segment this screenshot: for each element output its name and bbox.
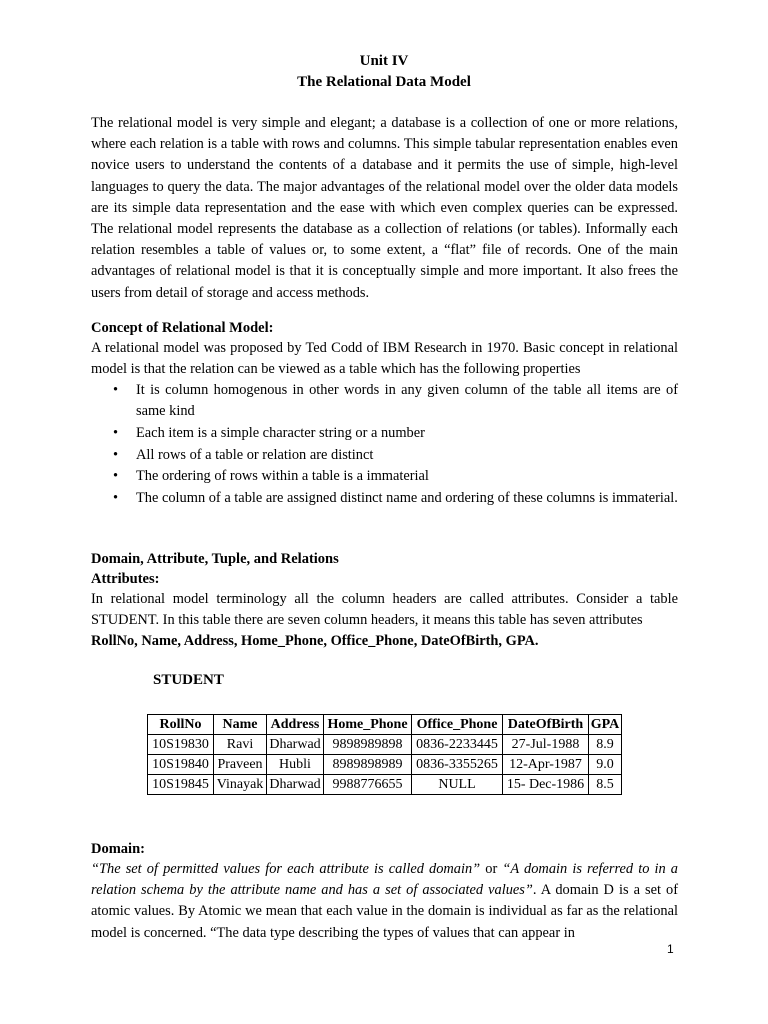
attribute-list: RollNo, Name, Address, Home_Phone, Office_Phone, DateOfBirth, GPA. — [91, 633, 539, 649]
table-cell: 27-Jul-1988 — [503, 735, 589, 755]
domain-paragraph — [91, 859, 678, 944]
table-cell: 10S19845 — [148, 775, 214, 795]
table-cell: 9988776655 — [324, 775, 412, 795]
table-name: STUDENT — [153, 672, 224, 688]
table-cell: NULL — [412, 775, 503, 795]
table-row — [148, 775, 622, 795]
attributes-subheading: Attributes: — [91, 571, 160, 587]
table-row — [148, 735, 622, 755]
attributes-paragraph: In relational model terminology all the column headers are called attributes. Consider a table STUDENT. In this table there are seven column headers, it means this table has seven attributes — [91, 591, 678, 629]
table-cell: 9898989898 — [324, 735, 412, 755]
bullet-icon: • — [113, 468, 119, 485]
column-header: DateOfBirth — [503, 715, 589, 735]
list-item: • The column of a table are assigned distinct name and ordering of these columns is immaterial. — [91, 488, 678, 509]
student-table — [147, 714, 622, 795]
domain-text: . A domain D is a set of atomic values. By Atomic we mean that each value in the domain is individual as far as the relational model is concerned. “The data type describing the types of values that can appear in — [91, 882, 678, 941]
domain-heading: Domain: — [91, 841, 145, 857]
concept-paragraph: A relational model was proposed by Ted Codd of IBM Research in 1970. Basic concept in relational model is that the relation can be viewed as a table which has the following properties — [91, 340, 678, 378]
column-header: Address — [267, 715, 324, 735]
column-header: RollNo — [148, 715, 214, 735]
bullet-icon: • — [113, 490, 119, 507]
table-cell: Hubli — [267, 755, 324, 775]
domain-definition-quote-2: “A domain is referred to in a relation schema by the attribute name and has a set of associated values” — [91, 861, 679, 899]
table-cell: 8989898989 — [324, 755, 412, 775]
column-header: Office_Phone — [412, 715, 503, 735]
table-cell: 8.9 — [589, 735, 622, 755]
table-cell: 9.0 — [589, 755, 622, 775]
list-item: • It is column homogenous in other words in any given column of the table all items are of same kind — [113, 382, 678, 420]
table-cell: 15- Dec-1986 — [503, 775, 589, 795]
bullet-icon: • — [113, 382, 119, 398]
page-number: 1 — [667, 942, 674, 956]
table-cell: 0836-2233445 — [412, 735, 503, 755]
list-item: • All rows of a table or relation are distinct — [91, 445, 678, 466]
table-header-row — [148, 715, 622, 735]
list-item: • Each item is a simple character string or a number — [91, 423, 678, 444]
table-cell: 12-Apr-1987 — [503, 755, 589, 775]
bullet-icon: • — [113, 424, 119, 441]
column-header: Name — [214, 715, 267, 735]
intro-paragraph: The relational model is very simple and elegant; a database is a collection of one or more relations, where each relation is a table with rows and columns. This simple tabular representation enables even novice users to understand the contents of a database and it permits the use of simple, high-level languages to query the data. The major advantages of the relational model over the older data models are its simple data representation and the ease with which even complex queries can be expressed. The relational model represents the database as a collection of relations (or tables). Informally each relation resembles a table of values or, to some extent, a “flat” file of records. One of the main advantages of relational model is that it is conceptually simple and more important. It also frees the users from detail of storage and access methods. — [91, 115, 678, 301]
table-cell: Ravi — [214, 735, 267, 755]
table-cell: 0836-3355265 — [412, 755, 503, 775]
table-cell: Vinayak — [214, 775, 267, 795]
column-header: Home_Phone — [324, 715, 412, 735]
domain-attribute-heading: Domain, Attribute, Tuple, and Relations — [91, 551, 339, 567]
domain-definition-quote-1: “The set of permitted values for each attribute is called domain” — [91, 861, 481, 877]
bullet-icon: • — [113, 446, 119, 463]
concept-heading: Concept of Relational Model: — [91, 320, 274, 336]
list-item: • The ordering of rows within a table is a immaterial — [91, 466, 678, 487]
properties-list — [91, 380, 678, 510]
table-cell: Dharwad — [267, 775, 324, 795]
table-row — [148, 755, 622, 775]
chapter-title: The Relational Data Model — [297, 74, 471, 90]
table-cell: Praveen — [214, 755, 267, 775]
column-header: GPA — [589, 715, 622, 735]
domain-connector: or — [480, 861, 503, 877]
table-cell: 10S19840 — [148, 755, 214, 775]
table-cell: Dharwad — [267, 735, 324, 755]
table-cell: 10S19830 — [148, 735, 214, 755]
unit-title: Unit IV — [359, 53, 409, 69]
table-cell: 8.5 — [589, 775, 622, 795]
